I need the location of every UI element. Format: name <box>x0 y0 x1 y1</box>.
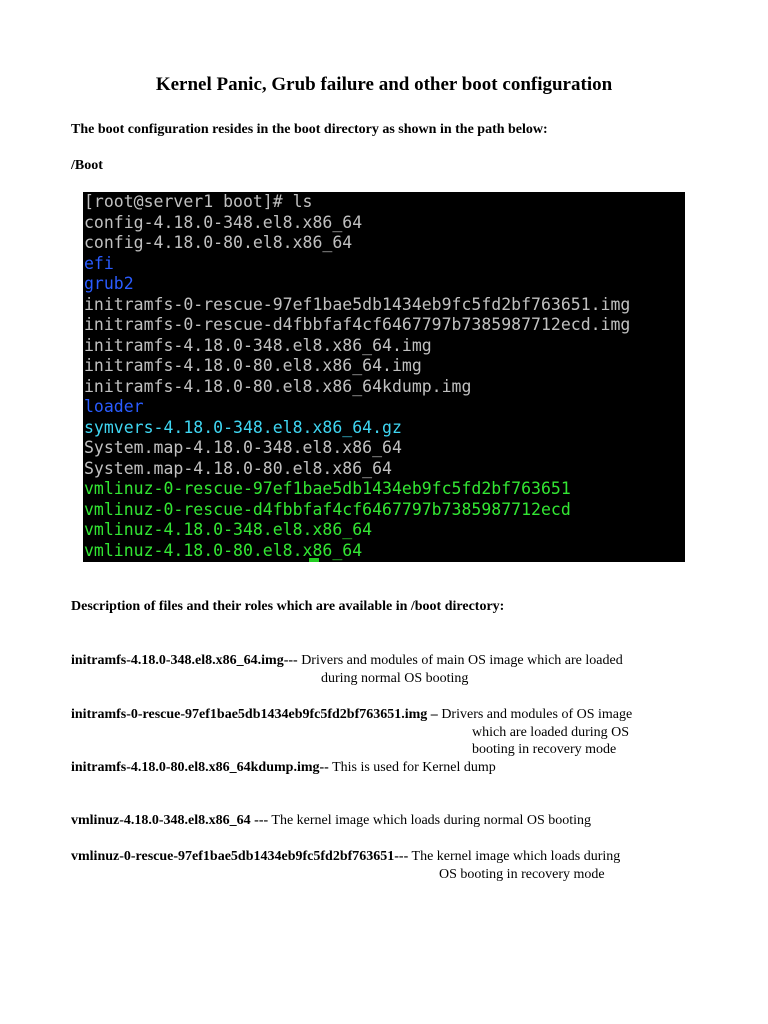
file-name: vmlinuz-0-rescue-97ef1bae5db1434eb9fc5fd2bf763651--- <box>71 849 409 864</box>
terminal-line: symvers-4.18.0-348.el8.x86_64.gz <box>84 417 402 437</box>
file-entry <box>71 759 496 777</box>
page-title: Kernel Panic, Grub failure and other boot configuration <box>155 74 613 95</box>
terminal-line: System.map-4.18.0-348.el8.x86_64 <box>84 438 402 457</box>
terminal-line: [root@server1 boot]# ls <box>84 192 313 211</box>
file-description-continued: which are loaded during OS <box>472 725 630 740</box>
file-name: initramfs-4.18.0-348.el8.x86_64.img--- <box>71 653 298 668</box>
file-description: This is used for Kernel dump <box>328 760 496 775</box>
file-description: The kernel image which loads during normal OS booting <box>268 813 592 828</box>
file-entry <box>71 812 591 830</box>
terminal-line: vmlinuz-4.18.0-348.el8.x86_64 <box>84 520 373 539</box>
boot-path: /Boot <box>71 158 103 173</box>
file-name: initramfs-4.18.0-80.el8.x86_64kdump.img-- <box>71 760 329 775</box>
file-description-continued: OS booting in recovery mode <box>439 867 605 882</box>
file-name: initramfs-0-rescue-97ef1bae5db1434eb9fc5fd2bf763651.img – <box>71 707 438 722</box>
terminal-line: vmlinuz-0-rescue-d4fbbfaf4cf6467797b7385987712ecd <box>84 499 571 519</box>
file-description-continued: booting in recovery mode <box>472 742 617 757</box>
file-description: Drivers and modules of OS image <box>437 707 633 722</box>
terminal-line: config-4.18.0-80.el8.x86_64 <box>84 233 353 252</box>
terminal-line: vmlinuz-4.18.0-80.el8.x86_64 <box>84 540 363 560</box>
file-entry <box>71 652 623 670</box>
file-description: Drivers and modules of main OS image which are loaded <box>297 653 623 668</box>
file-description: The kernel image which loads during <box>408 849 621 864</box>
description-heading: Description of files and their roles which are available in /boot directory: <box>71 599 505 614</box>
terminal-line: System.map-4.18.0-80.el8.x86_64 <box>84 458 392 478</box>
terminal-line: initramfs-4.18.0-348.el8.x86_64.img <box>84 335 432 355</box>
terminal-line: vmlinuz-0-rescue-97ef1bae5db1434eb9fc5fd2bf763651 <box>84 479 571 498</box>
terminal-line: config-4.18.0-348.el8.x86_64 <box>84 212 363 232</box>
terminal-line: initramfs-4.18.0-80.el8.x86_64.img <box>84 356 422 375</box>
file-entry <box>71 848 620 866</box>
terminal-line: initramfs-0-rescue-97ef1bae5db1434eb9fc5fd2bf763651.img <box>84 294 631 314</box>
terminal-line: loader <box>84 397 144 416</box>
file-name: vmlinuz-4.18.0-348.el8.x86_64 --- <box>71 813 269 828</box>
terminal-line: initramfs-0-rescue-d4fbbfaf4cf6467797b7385987712ecd.img <box>84 315 631 334</box>
terminal-line: initramfs-4.18.0-80.el8.x86_64kdump.img <box>84 376 472 396</box>
intro-text: The boot configuration resides in the boot directory as shown in the path below: <box>71 122 548 137</box>
file-description-continued: during normal OS booting <box>321 671 469 686</box>
terminal-line: efi <box>84 253 114 273</box>
terminal-screenshot <box>83 192 685 562</box>
terminal-line: grub2 <box>84 274 134 293</box>
file-entry <box>71 706 632 724</box>
